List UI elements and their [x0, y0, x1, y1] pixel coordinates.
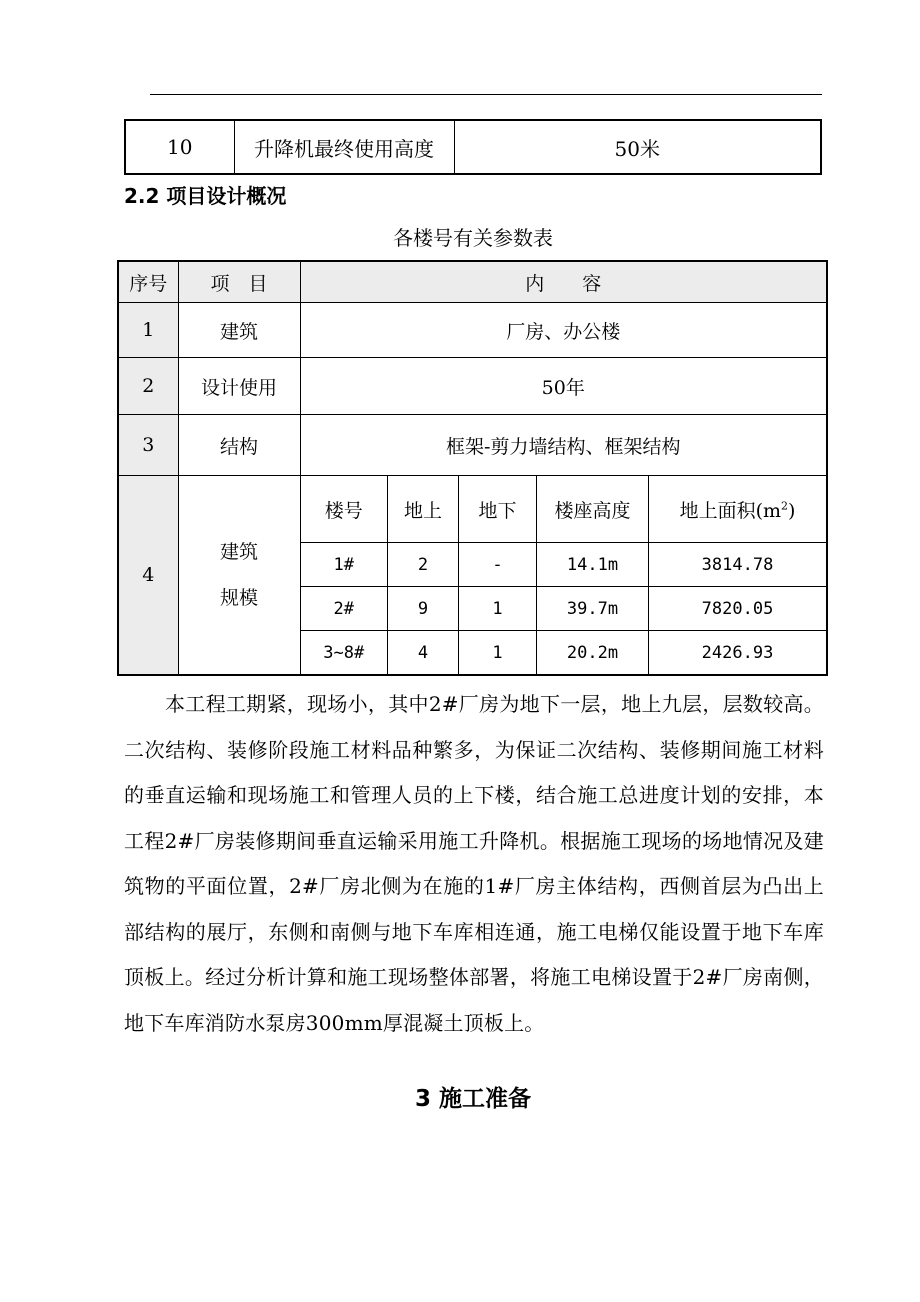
top-table [124, 119, 822, 175]
header-content: 内 容 [300, 261, 827, 303]
below-cell: 1 [459, 587, 537, 631]
table-row [301, 543, 827, 587]
sub-header-building: 楼号 [301, 476, 388, 543]
row-item [178, 476, 300, 676]
subtable-header-row [301, 476, 827, 543]
table-caption: 各楼号有关参数表 [393, 226, 553, 250]
below-cell: 1 [459, 631, 537, 675]
building-cell: 3~8# [301, 631, 388, 675]
above-cell: 9 [388, 587, 459, 631]
table-header-row [118, 261, 827, 303]
row-content [300, 476, 827, 676]
row-item: 升降机最终使用高度 [234, 120, 454, 174]
header-no: 序号 [118, 261, 178, 303]
section-heading-3: 3 施工准备 [414, 1086, 531, 1112]
table-row [118, 476, 827, 676]
table-row [118, 415, 827, 476]
row-number: 3 [118, 415, 178, 476]
row-content: 框架-剪力墙结构、框架结构 [300, 415, 827, 476]
row-content: 50年 [300, 358, 827, 415]
header-item: 项 目 [178, 261, 300, 303]
height-cell: 39.7m [537, 587, 649, 631]
row-item-line: 规模 [219, 587, 258, 609]
above-cell: 4 [388, 631, 459, 675]
scale-subtable [301, 476, 827, 674]
parameter-table [117, 260, 828, 676]
sub-header-above: 地上 [388, 476, 459, 543]
table-row [118, 358, 827, 415]
table-row [118, 303, 827, 358]
sub-header-area-end: ) [788, 499, 796, 522]
building-cell: 2# [301, 587, 388, 631]
sub-header-below: 地下 [459, 476, 537, 543]
below-cell: - [459, 543, 537, 587]
row-item-line: 建筑 [219, 541, 258, 563]
row-item: 结构 [178, 415, 300, 476]
sub-header-area-text: 地上面积(m [679, 499, 781, 522]
sub-header-area [649, 476, 827, 543]
building-cell: 1# [301, 543, 388, 587]
sub-header-area-sup: 2 [781, 499, 788, 513]
table-row [301, 631, 827, 675]
row-item: 建筑 [178, 303, 300, 358]
row-number: 2 [118, 358, 178, 415]
area-cell: 3814.78 [649, 543, 827, 587]
row-number: 4 [118, 476, 178, 676]
table-row [125, 120, 821, 174]
sub-header-height: 楼座高度 [537, 476, 649, 543]
body-paragraph: 本工程工期紧，现场小，其中2#厂房为地下一层，地上九层，层数较高。二次结构、装修阶段施工材料品种繁多，为保证二次结构、装修期间施工材料的垂直运输和现场施工和管理人员的上下楼，结合施工总进度计划的安排，本工程2#厂房装修期间垂直运输采用施工升降机。根据施工现场的场地情况及建筑物的平面位置，2#厂房北侧为在施的1#厂房主体结构，西侧首层为凸出上部结构的展厅，东侧和南侧与地下车库相连通，施工电梯仅能设置于地下车库顶板上。经过分析计算和施工现场整体部署，将施工电梯设置于2#厂房南侧，地下车库消防水泵房300mm厚混凝土顶板上。 [124, 692, 824, 1035]
table-row [301, 587, 827, 631]
above-cell: 2 [388, 543, 459, 587]
height-cell: 20.2m [537, 631, 649, 675]
height-cell: 14.1m [537, 543, 649, 587]
section-heading-2-2: 2.2 项目设计概况 [124, 184, 287, 208]
area-cell: 2426.93 [649, 631, 827, 675]
header-rule [150, 94, 822, 95]
row-value: 50米 [454, 120, 821, 174]
row-number: 10 [125, 120, 234, 174]
row-content: 厂房、办公楼 [300, 303, 827, 358]
row-item: 设计使用 [178, 358, 300, 415]
row-number: 1 [118, 303, 178, 358]
area-cell: 7820.05 [649, 587, 827, 631]
